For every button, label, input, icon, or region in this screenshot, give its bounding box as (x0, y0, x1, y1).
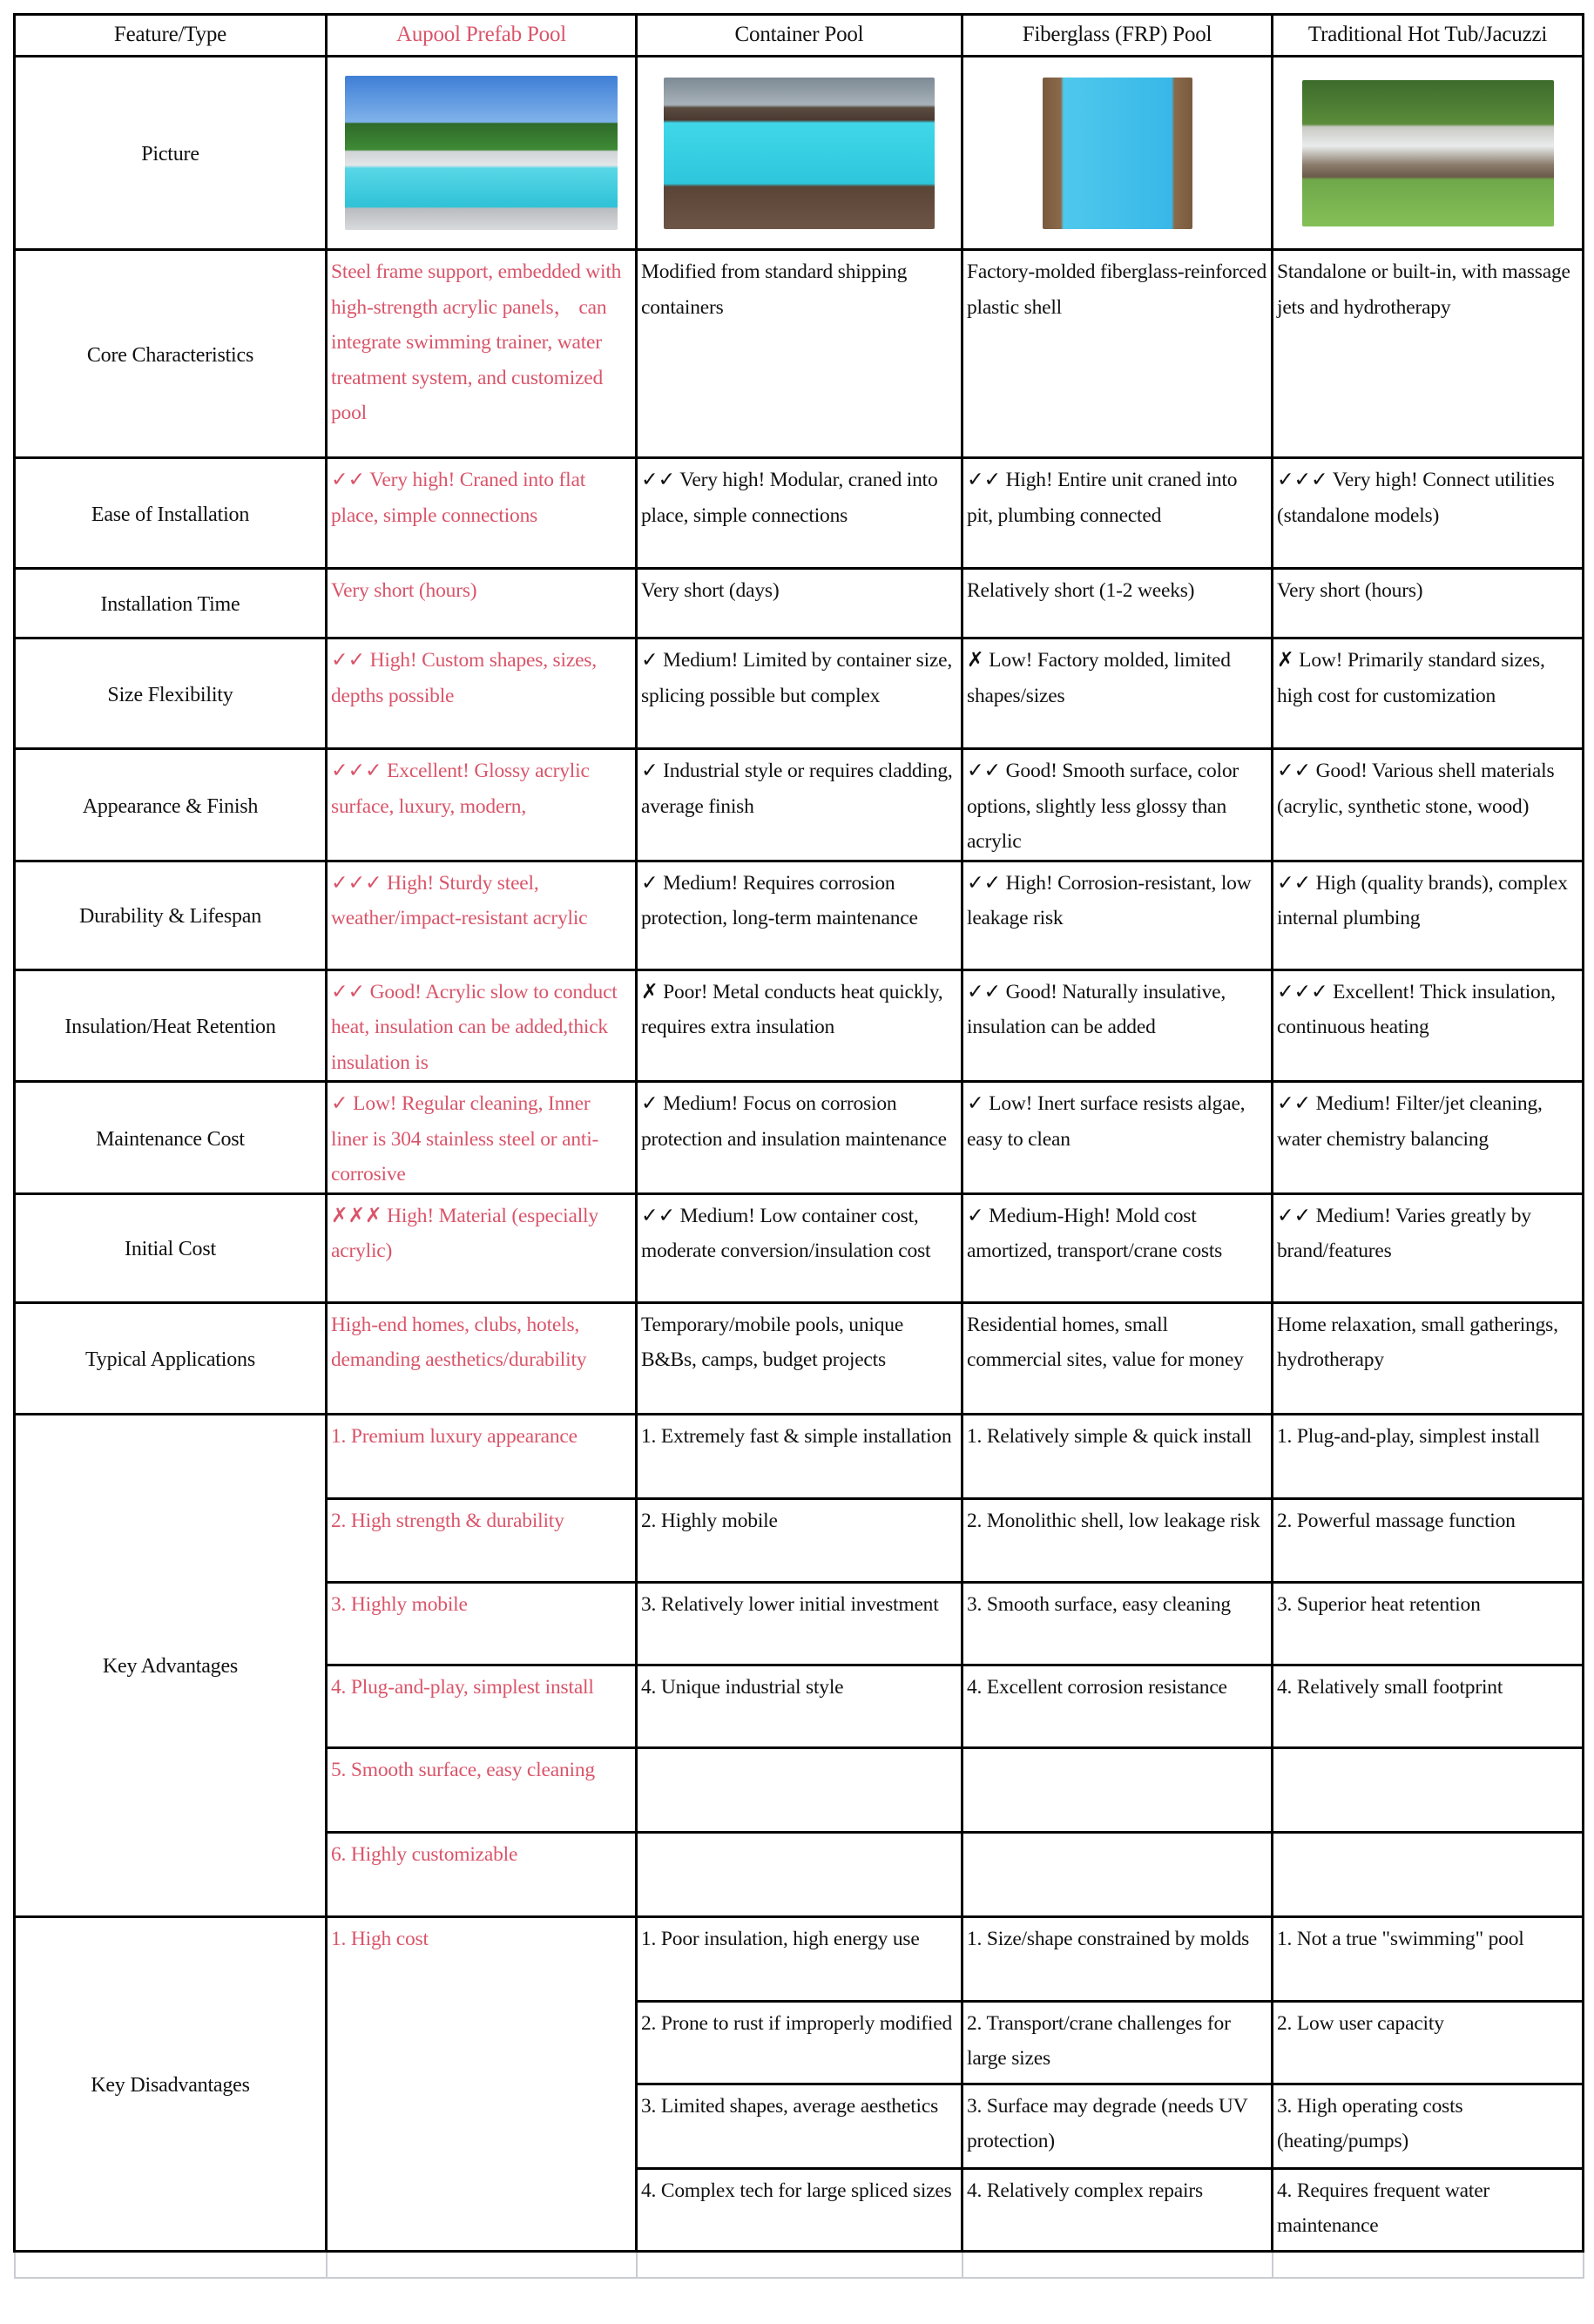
table-cell: Very short (days) (637, 569, 962, 638)
table-cell: ✓ Industrial style or requires cladding, average finish (637, 749, 962, 861)
empty-cell (637, 2251, 962, 2278)
advantage-cell: 2. Highly mobile (637, 1498, 962, 1582)
row-label: Core Characteristics (15, 250, 327, 458)
advantage-cell: 2. Powerful massage function (1273, 1498, 1584, 1582)
feature-row (15, 861, 1584, 969)
disadvantage-cell: 4. Complex tech for large spliced sizes (637, 2168, 962, 2251)
table-cell: ✗ Low! Primarily standard sizes, high cost for customization (1273, 638, 1584, 749)
table-cell: Home relaxation, small gatherings, hydrotherapy (1273, 1302, 1584, 1414)
row-label: Installation Time (15, 569, 327, 638)
advantage-cell (637, 1832, 962, 1916)
header-column: Fiberglass (FRP) Pool (962, 15, 1273, 57)
table-cell: Relatively short (1-2 weeks) (962, 569, 1273, 638)
table-cell: ✓ Medium! Requires corrosion protection, long-term maintenance (637, 861, 962, 969)
table-cell: ✓✓ Medium! Low container cost, moderate conversion/insulation cost (637, 1193, 962, 1302)
advantage-cell: 6. Highly customizable (327, 1832, 637, 1916)
table-cell: Residential homes, small commercial sites, value for money (962, 1302, 1273, 1414)
table-cell: Standalone or built-in, with massage jets and hydrotherapy (1273, 250, 1584, 458)
header-column: Container Pool (637, 15, 962, 57)
feature-row (15, 250, 1584, 458)
feature-row (15, 1193, 1584, 1302)
empty-cell (15, 2251, 327, 2278)
advantage-cell: 3. Smooth surface, easy cleaning (962, 1582, 1273, 1665)
feature-row (15, 458, 1584, 569)
hot-tub-photo (1302, 80, 1554, 226)
picture-cell (962, 57, 1273, 250)
feature-row (15, 1082, 1584, 1194)
advantage-cell: 1. Relatively simple & quick install (962, 1414, 1273, 1498)
feature-row (15, 969, 1584, 1082)
row-label: Picture (15, 57, 327, 250)
table-cell: ✓ Medium-High! Mold cost amortized, transport/crane costs (962, 1193, 1273, 1302)
container-pool-photo (664, 78, 935, 229)
advantage-cell: 4. Relatively small footprint (1273, 1665, 1584, 1747)
advantage-cell: 4. Plug-and-play, simplest install (327, 1665, 637, 1747)
advantage-cell: 1. Extremely fast & simple installation (637, 1414, 962, 1498)
table-cell: ✓✓ Very high! Modular, craned into place, simple connections (637, 458, 962, 569)
disadvantage-cell: 1. Poor insulation, high energy use (637, 1916, 962, 2001)
table-cell: Factory-molded fiberglass-reinforced plastic shell (962, 250, 1273, 458)
disadvantage-cell: 2. Low user capacity (1273, 2001, 1584, 2084)
table-cell: Very short (hours) (327, 569, 637, 638)
table-cell: Temporary/mobile pools, unique B&Bs, camps, budget projects (637, 1302, 962, 1414)
row-label: Key Disadvantages (15, 1916, 327, 2251)
table-cell: Modified from standard shipping containers (637, 250, 962, 458)
table-cell: ✓✓ Good! Smooth surface, color options, slightly less glossy than acrylic (962, 749, 1273, 861)
advantage-cell: 3. Superior heat retention (1273, 1582, 1584, 1665)
table-cell: Very short (hours) (1273, 569, 1584, 638)
row-label: Initial Cost (15, 1193, 327, 1302)
disadvantage-cell: 3. High operating costs (heating/pumps) (1273, 2084, 1584, 2168)
advantage-cell: 4. Excellent corrosion resistance (962, 1665, 1273, 1747)
disadvantage-cell: 2. Prone to rust if improperly modified (637, 2001, 962, 2084)
advantage-row (15, 1414, 1584, 1498)
header-feature-type: Feature/Type (15, 15, 327, 57)
table-cell: ✓✓ High! Corrosion-resistant, low leakage risk (962, 861, 1273, 969)
disadvantage-cell: 4. Requires frequent water maintenance (1273, 2168, 1584, 2251)
row-label: Typical Applications (15, 1302, 327, 1414)
advantage-cell: 1. Plug-and-play, simplest install (1273, 1414, 1584, 1498)
header-column: Traditional Hot Tub/Jacuzzi (1273, 15, 1584, 57)
table-cell: ✓✓ High! Entire unit craned into pit, plumbing connected (962, 458, 1273, 569)
table-cell: ✓ Medium! Focus on corrosion protection and insulation maintenance (637, 1082, 962, 1194)
table-cell: ✓✓ Good! Naturally insulative, insulation can be added (962, 969, 1273, 1082)
advantage-cell (1273, 1747, 1584, 1832)
disadvantage-row (15, 1916, 1584, 2001)
table-cell: ✓✓ Medium! Filter/jet cleaning, water chemistry balancing (1273, 1082, 1584, 1194)
picture-cell (1273, 57, 1584, 250)
header-row (15, 15, 1584, 57)
aupool-prefab-pool-photo (345, 76, 618, 230)
disadvantage-cell: 3. Limited shapes, average aesthetics (637, 2084, 962, 2168)
disadvantage-cell: 1. Size/shape constrained by molds (962, 1916, 1273, 2001)
table-cell: ✗✗✗ High! Material (especially acrylic) (327, 1193, 637, 1302)
advantage-cell: 2. Monolithic shell, low leakage risk (962, 1498, 1273, 1582)
row-label: Durability & Lifespan (15, 861, 327, 969)
table-cell: ✓ Low! Inert surface resists algae, easy to clean (962, 1082, 1273, 1194)
picture-cell (637, 57, 962, 250)
advantage-cell (962, 1747, 1273, 1832)
table-cell: High-end homes, clubs, hotels, demanding aesthetics/durability (327, 1302, 637, 1414)
advantage-cell (1273, 1832, 1584, 1916)
row-label: Maintenance Cost (15, 1082, 327, 1194)
header-column: Aupool Prefab Pool (327, 15, 637, 57)
table-cell: ✓ Low! Regular cleaning, Inner liner is 304 stainless steel or anti-corrosive (327, 1082, 637, 1194)
advantage-cell: 3. Relatively lower initial investment (637, 1582, 962, 1665)
picture-row (15, 57, 1584, 250)
row-label: Appearance & Finish (15, 749, 327, 861)
table-cell: ✓✓ Good! Various shell materials (acrylic, synthetic stone, wood) (1273, 749, 1584, 861)
feature-row (15, 749, 1584, 861)
disadvantage-cell: 4. Relatively complex repairs (962, 2168, 1273, 2251)
disadvantage-cell: 2. Transport/crane challenges for large sizes (962, 2001, 1273, 2084)
feature-row (15, 638, 1584, 749)
disadvantage-cell: 1. Not a true "swimming" pool (1273, 1916, 1584, 2001)
row-label: Insulation/Heat Retention (15, 969, 327, 1082)
advantage-cell: 1. Premium luxury appearance (327, 1414, 637, 1498)
row-label: Key Advantages (15, 1414, 327, 1916)
advantage-cell: 2. High strength & durability (327, 1498, 637, 1582)
table-cell: Steel frame support, embedded with high-strength acrylic panels， can integrate swimming trainer, water treatment system, and customized pool (327, 250, 637, 458)
feature-row (15, 569, 1584, 638)
table-cell: ✓✓✓ High! Sturdy steel, weather/impact-resistant acrylic (327, 861, 637, 969)
row-label: Ease of Installation (15, 458, 327, 569)
pool-comparison-table (13, 13, 1584, 2279)
advantage-cell (962, 1832, 1273, 1916)
table-cell: ✓✓ Good! Acrylic slow to conduct heat, insulation can be added,thick insulation is (327, 969, 637, 1082)
table-cell: ✓ Medium! Limited by container size, splicing possible but complex (637, 638, 962, 749)
advantage-cell: 3. Highly mobile (327, 1582, 637, 1665)
fiberglass-pool-photo (1043, 78, 1192, 229)
advantage-cell (637, 1747, 962, 1832)
table-cell: ✓✓ High (quality brands), complex internal plumbing (1273, 861, 1584, 969)
table-cell: ✗ Poor! Metal conducts heat quickly, requires extra insulation (637, 969, 962, 1082)
empty-cell (327, 2251, 637, 2278)
row-label: Size Flexibility (15, 638, 327, 749)
empty-cell (962, 2251, 1273, 2278)
empty-cell (1273, 2251, 1584, 2278)
table-cell: ✓✓ High! Custom shapes, sizes, depths possible (327, 638, 637, 749)
table-cell: ✓✓ Very high! Craned into flat place, simple connections (327, 458, 637, 569)
disadvantage-cell: 1. High cost (327, 1916, 637, 2251)
table-cell: ✓✓ Medium! Varies greatly by brand/features (1273, 1193, 1584, 1302)
picture-cell (327, 57, 637, 250)
advantage-cell: 4. Unique industrial style (637, 1665, 962, 1747)
trailing-empty-row (15, 2251, 1584, 2278)
feature-row (15, 1302, 1584, 1414)
table-cell: ✓✓✓ Very high! Connect utilities (standalone models) (1273, 458, 1584, 569)
table-cell: ✓✓✓ Excellent! Thick insulation, continuous heating (1273, 969, 1584, 1082)
disadvantage-cell: 3. Surface may degrade (needs UV protection) (962, 2084, 1273, 2168)
table-cell: ✗ Low! Factory molded, limited shapes/sizes (962, 638, 1273, 749)
advantage-cell: 5. Smooth surface, easy cleaning (327, 1747, 637, 1832)
table-cell: ✓✓✓ Excellent! Glossy acrylic surface, luxury, modern, (327, 749, 637, 861)
